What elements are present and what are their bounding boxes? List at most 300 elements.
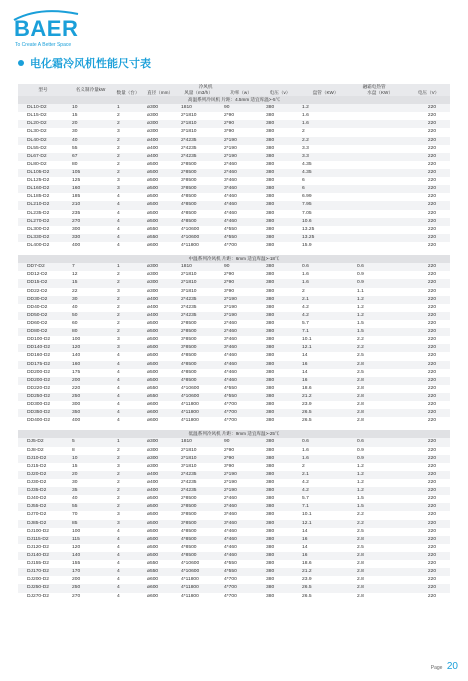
cell-tray-heat: 1.2 bbox=[353, 312, 407, 320]
cell-capacity: 30 bbox=[68, 296, 113, 304]
cell-voltage: 380 bbox=[262, 104, 298, 112]
cell-coil-heat: 21.2 bbox=[298, 393, 353, 401]
page-number bbox=[431, 656, 458, 674]
cell-tray-heat: 2.8 bbox=[357, 577, 364, 583]
cell-fan-diameter: ø500 bbox=[143, 552, 177, 560]
cell-air-flow: 2*1810 bbox=[181, 272, 197, 278]
cell-air-flow: 4*8500 bbox=[177, 536, 220, 544]
cell-power: 2*90 bbox=[224, 113, 235, 119]
table-row bbox=[18, 153, 450, 161]
cell-fan-count: 1 bbox=[113, 263, 143, 271]
cell-heat-voltage: 220 bbox=[407, 263, 450, 271]
cell-voltage: 380 bbox=[262, 169, 298, 177]
cell-heat-voltage: 220 bbox=[427, 544, 437, 550]
spec-table bbox=[18, 84, 450, 601]
cell-tray-heat: 2.8 bbox=[353, 361, 407, 369]
cell-fan-diameter: ø300 bbox=[147, 447, 159, 453]
cell-heat-voltage: 220 bbox=[427, 385, 437, 391]
cell-capacity: 80 bbox=[72, 161, 78, 167]
cell-capacity: 115 bbox=[68, 536, 113, 544]
cell-tray-heat: 2.8 bbox=[353, 393, 407, 401]
cell-power: 4*460 bbox=[224, 194, 237, 200]
cell-fan-diameter: ø550 bbox=[143, 393, 177, 401]
cell-coil-heat: 3.3 bbox=[298, 153, 353, 161]
cell-fan-diameter: ø500 bbox=[143, 185, 177, 193]
cell-tray-heat: 2.5 bbox=[357, 369, 364, 375]
cell-heat-voltage: 220 bbox=[407, 584, 450, 592]
cell-capacity: 125 bbox=[72, 178, 81, 184]
cell-capacity: 330 bbox=[68, 234, 113, 242]
cell-air-flow: 4*10600 bbox=[177, 393, 220, 401]
cell-tray-heat: 2.8 bbox=[353, 552, 407, 560]
cell-power: 2*190 bbox=[224, 145, 237, 151]
cell-fan-count: 2 bbox=[117, 320, 120, 326]
cell-power: 4*460 bbox=[224, 353, 237, 359]
cell-capacity: 400 bbox=[72, 242, 81, 248]
cell-coil-heat: 1.6 bbox=[298, 120, 353, 128]
table-row bbox=[18, 361, 450, 369]
cell-voltage: 380 bbox=[262, 536, 298, 544]
cell-fan-diameter: ø500 bbox=[143, 201, 177, 209]
cell-voltage: 380 bbox=[262, 455, 298, 463]
cell-tray-heat: 2.2 bbox=[357, 337, 364, 343]
header-model: 型号 bbox=[18, 84, 68, 96]
table-row bbox=[18, 447, 450, 455]
cell-fan-count: 2 bbox=[113, 137, 143, 145]
cell-tray-heat bbox=[353, 161, 407, 169]
cell-model: DJ100-D2 bbox=[27, 528, 50, 534]
cell-power: 4*550 bbox=[224, 226, 237, 232]
table-row bbox=[18, 263, 450, 271]
cell-model: DD400-D2 bbox=[27, 418, 51, 424]
cell-model: DJ155-D2 bbox=[27, 561, 50, 567]
cell-model: DD30-D2 bbox=[18, 296, 68, 304]
cell-capacity: 155 bbox=[72, 561, 81, 567]
header-heat-voltage: 电压（V） bbox=[407, 90, 450, 96]
cell-model: DJ20-D2 bbox=[18, 471, 68, 479]
cell-heat-voltage: 220 bbox=[407, 185, 450, 193]
cell-capacity: 220 bbox=[72, 385, 81, 391]
cell-power: 4*700 bbox=[224, 402, 237, 408]
header-heat-group: 融霜电热管 bbox=[298, 84, 450, 90]
cell-coil-heat: 14 bbox=[302, 528, 308, 534]
cell-tray-heat: 0.9 bbox=[353, 455, 407, 463]
cell-power: 4*550 bbox=[224, 561, 237, 567]
cell-heat-voltage: 220 bbox=[407, 201, 450, 209]
cell-fan-count: 4 bbox=[113, 201, 143, 209]
table-row bbox=[18, 344, 450, 352]
cell-voltage: 380 bbox=[266, 288, 275, 294]
cell-air-flow: 3*8500 bbox=[177, 185, 220, 193]
cell-heat-voltage: 220 bbox=[407, 137, 450, 145]
cell-fan-count: 4 bbox=[117, 353, 120, 359]
cell-voltage: 380 bbox=[262, 328, 298, 336]
cell-coil-heat: 26.5 bbox=[302, 593, 312, 599]
cell-heat-voltage: 220 bbox=[427, 304, 437, 310]
table-row bbox=[18, 210, 450, 218]
cell-power: 4*460 bbox=[220, 536, 262, 544]
cell-power: 3*460 bbox=[220, 185, 262, 193]
cell-model: DD175-D2 bbox=[18, 361, 68, 369]
cell-heat-voltage: 220 bbox=[427, 210, 437, 216]
cell-air-flow: 4*10600 bbox=[181, 226, 200, 232]
cell-heat-voltage: 220 bbox=[407, 104, 450, 112]
cell-voltage: 380 bbox=[266, 210, 275, 216]
cell-voltage: 380 bbox=[266, 353, 275, 359]
cell-fan-diameter: ø500 bbox=[143, 361, 177, 369]
cell-voltage: 380 bbox=[266, 577, 275, 583]
cell-model: DJ10-D2 bbox=[18, 455, 68, 463]
cell-fan-diameter: ø600 bbox=[147, 577, 159, 583]
cell-air-flow: 2*1810 bbox=[181, 113, 197, 119]
cell-capacity: 170 bbox=[68, 568, 113, 576]
cell-fan-count: 2 bbox=[117, 304, 120, 310]
table-row bbox=[18, 145, 450, 153]
cell-capacity: 175 bbox=[72, 369, 81, 375]
cell-model: DD15-D2 bbox=[18, 279, 68, 287]
cell-capacity: 20 bbox=[68, 471, 113, 479]
table-row bbox=[18, 104, 450, 112]
cell-fan-count: 4 bbox=[117, 593, 120, 599]
cell-fan-diameter: ø500 bbox=[147, 369, 159, 375]
cell-air-flow: 4*8500 bbox=[181, 194, 197, 200]
cell-voltage: 380 bbox=[266, 369, 275, 375]
cell-power: 2*460 bbox=[224, 496, 237, 502]
cell-air-flow: 3*8500 bbox=[177, 520, 220, 528]
cell-coil-heat: 2 bbox=[302, 463, 305, 469]
cell-voltage: 380 bbox=[266, 385, 275, 391]
cell-voltage: 380 bbox=[266, 512, 275, 518]
cell-coil-heat: 18.6 bbox=[302, 385, 312, 391]
header-fan-diameter: 直径（mm） bbox=[143, 90, 177, 96]
cell-fan-count: 2 bbox=[113, 169, 143, 177]
cell-voltage: 380 bbox=[266, 447, 275, 453]
table-row bbox=[18, 120, 450, 128]
table-row bbox=[18, 479, 450, 487]
cell-tray-heat bbox=[353, 120, 407, 128]
cell-coil-heat: 1.6 bbox=[302, 272, 309, 278]
cell-heat-voltage: 220 bbox=[407, 153, 450, 161]
cell-heat-voltage: 220 bbox=[407, 455, 450, 463]
cell-fan-diameter: ø600 bbox=[143, 409, 177, 417]
cell-fan-diameter: ø300 bbox=[143, 263, 177, 271]
cell-fan-count: 4 bbox=[117, 418, 120, 424]
cell-capacity: 270 bbox=[68, 218, 113, 226]
header-power: 功率（w） bbox=[220, 90, 262, 96]
cell-heat-voltage: 220 bbox=[427, 242, 437, 248]
bullet-icon bbox=[18, 60, 24, 66]
cell-heat-voltage: 220 bbox=[427, 145, 437, 151]
cell-air-flow: 4*11800 bbox=[181, 577, 199, 583]
cell-tray-heat: 2.5 bbox=[357, 528, 364, 534]
cell-heat-voltage: 220 bbox=[427, 272, 437, 278]
cell-capacity: 160 bbox=[68, 361, 113, 369]
cell-heat-voltage: 220 bbox=[407, 568, 450, 576]
cell-air-flow: 4*11800 bbox=[177, 409, 220, 417]
cell-power: 4*460 bbox=[220, 361, 262, 369]
cell-voltage: 380 bbox=[266, 337, 275, 343]
cell-air-flow: 4*10600 bbox=[177, 234, 220, 242]
cell-capacity: 5 bbox=[68, 438, 113, 446]
cell-voltage: 380 bbox=[266, 528, 275, 534]
table-row bbox=[18, 234, 450, 242]
cell-capacity: 200 bbox=[68, 377, 113, 385]
cell-fan-count: 2 bbox=[113, 487, 143, 495]
cell-fan-count: 3 bbox=[113, 344, 143, 352]
cell-fan-diameter: ø300 bbox=[143, 279, 177, 287]
cell-tray-heat: 2.2 bbox=[353, 344, 407, 352]
cell-heat-voltage: 220 bbox=[427, 369, 437, 375]
cell-voltage: 380 bbox=[262, 361, 298, 369]
cell-fan-count: 3 bbox=[117, 512, 120, 518]
cell-fan-count: 3 bbox=[117, 337, 120, 343]
cell-model: DL160-D2 bbox=[18, 185, 68, 193]
cell-coil-heat: 10.6 bbox=[298, 218, 353, 226]
cell-fan-diameter: ø300 bbox=[147, 129, 159, 135]
cell-voltage: 380 bbox=[266, 272, 275, 278]
cell-air-flow: 2*1810 bbox=[177, 455, 220, 463]
cell-power: 3*460 bbox=[220, 344, 262, 352]
cell-heat-voltage: 220 bbox=[427, 353, 437, 359]
cell-fan-count: 4 bbox=[117, 544, 120, 550]
cell-capacity: 67 bbox=[68, 153, 113, 161]
cell-fan-count: 4 bbox=[113, 409, 143, 417]
table-row bbox=[18, 487, 450, 495]
cell-model: DJ200-D2 bbox=[27, 577, 50, 583]
cell-model: DD200-D2 bbox=[27, 369, 51, 375]
cell-fan-diameter: ø500 bbox=[143, 218, 177, 226]
cell-power: 4*460 bbox=[224, 210, 237, 216]
cell-coil-heat: 5.7 bbox=[302, 496, 309, 502]
cell-tray-heat: 2.8 bbox=[353, 536, 407, 544]
logo-text: BAER bbox=[14, 16, 79, 41]
cell-coil-heat: 26.5 bbox=[302, 418, 312, 424]
cell-coil-heat: 7.1 bbox=[298, 328, 353, 336]
cell-fan-diameter: ø400 bbox=[147, 304, 159, 310]
header-capacity: 名义制冷量kW bbox=[68, 84, 113, 96]
cell-voltage: 380 bbox=[266, 129, 275, 135]
cell-tray-heat: 0.6 bbox=[353, 438, 407, 446]
cell-air-flow: 2*1810 bbox=[177, 279, 220, 287]
cell-heat-voltage: 220 bbox=[407, 312, 450, 320]
table-row bbox=[18, 576, 450, 584]
table-row bbox=[18, 385, 450, 393]
cell-coil-heat: 13.25 bbox=[298, 234, 353, 242]
cell-capacity: 80 bbox=[68, 328, 113, 336]
table-row bbox=[18, 568, 450, 576]
cell-capacity: 185 bbox=[72, 194, 81, 200]
cell-fan-diameter: ø400 bbox=[143, 137, 177, 145]
cell-power: 4*700 bbox=[220, 584, 262, 592]
cell-model: DL30-D2 bbox=[27, 129, 47, 135]
cell-capacity: 55 bbox=[68, 503, 113, 511]
cell-tray-heat: 1.5 bbox=[353, 503, 407, 511]
cell-voltage: 380 bbox=[262, 487, 298, 495]
cell-power: 2*190 bbox=[220, 153, 262, 161]
cell-heat-voltage: 220 bbox=[427, 288, 437, 294]
page-label: Page bbox=[430, 665, 443, 671]
table-row bbox=[18, 409, 450, 417]
cell-capacity: 160 bbox=[68, 185, 113, 193]
cell-tray-heat: 0.9 bbox=[353, 279, 407, 287]
cell-heat-voltage: 220 bbox=[427, 129, 437, 135]
cell-fan-diameter: ø500 bbox=[147, 544, 159, 550]
cell-model: DD220-D2 bbox=[27, 385, 51, 391]
cell-heat-voltage: 220 bbox=[407, 552, 450, 560]
cell-fan-diameter: ø600 bbox=[147, 418, 159, 424]
cell-power: 2*190 bbox=[224, 480, 237, 486]
cell-model: DL67-D2 bbox=[18, 153, 68, 161]
cell-heat-voltage: 220 bbox=[407, 120, 450, 128]
cell-power: 2*460 bbox=[220, 169, 262, 177]
cell-air-flow: 2*4235 bbox=[181, 304, 197, 310]
table-row bbox=[18, 593, 450, 601]
cell-capacity: 35 bbox=[68, 487, 113, 495]
cell-coil-heat: 4.35 bbox=[302, 161, 312, 167]
cell-fan-count: 3 bbox=[117, 288, 120, 294]
cell-power: 4*700 bbox=[224, 593, 237, 599]
table-row bbox=[18, 520, 450, 528]
section-title: 中温系列冷风机 片距：6mm 适宜库温>-18℃ bbox=[18, 255, 450, 263]
cell-voltage: 380 bbox=[262, 438, 298, 446]
cell-fan-count: 2 bbox=[113, 153, 143, 161]
cell-model: DJ250-D2 bbox=[18, 584, 68, 592]
cell-heat-voltage: 220 bbox=[407, 536, 450, 544]
cell-fan-diameter: ø550 bbox=[147, 561, 159, 567]
cell-tray-heat: 2.5 bbox=[357, 353, 364, 359]
table-row bbox=[18, 528, 450, 536]
cell-power: 4*700 bbox=[224, 242, 237, 248]
cell-coil-heat: 18.6 bbox=[302, 561, 312, 567]
cell-air-flow: 2*8500 bbox=[177, 328, 220, 336]
cell-capacity: 210 bbox=[68, 201, 113, 209]
cell-tray-heat bbox=[353, 242, 407, 250]
cell-voltage: 380 bbox=[262, 234, 298, 242]
cell-fan-count: 2 bbox=[117, 447, 120, 453]
cell-coil-heat: 1.2 bbox=[298, 104, 353, 112]
table-row bbox=[18, 177, 450, 185]
cell-model: DD350-D2 bbox=[18, 409, 68, 417]
cell-voltage: 380 bbox=[266, 463, 275, 469]
cell-power: 2*190 bbox=[220, 487, 262, 495]
cell-fan-diameter: ø400 bbox=[147, 145, 159, 151]
cell-fan-diameter: ø500 bbox=[147, 337, 159, 343]
cell-air-flow: 4*8500 bbox=[177, 201, 220, 209]
cell-voltage: 380 bbox=[266, 161, 275, 167]
table-row bbox=[18, 193, 450, 201]
cell-air-flow: 3*1810 bbox=[181, 288, 197, 294]
logo-tagline: To Create A Better Space bbox=[15, 42, 72, 48]
cell-model: DJ120-D2 bbox=[27, 544, 50, 550]
section-heading bbox=[18, 56, 151, 70]
cell-tray-heat bbox=[353, 153, 407, 161]
cell-model: DJ270-D2 bbox=[27, 593, 50, 599]
cell-power: 4*550 bbox=[220, 234, 262, 242]
table-row bbox=[18, 320, 450, 328]
cell-fan-diameter: ø400 bbox=[143, 153, 177, 161]
cell-fan-count: 4 bbox=[117, 385, 120, 391]
table-row bbox=[18, 288, 450, 296]
cell-tray-heat: 1.2 bbox=[353, 471, 407, 479]
cell-heat-voltage: 220 bbox=[427, 320, 437, 326]
table-row bbox=[18, 401, 450, 409]
table-row bbox=[18, 455, 450, 463]
cell-air-flow: 2*4235 bbox=[177, 312, 220, 320]
cell-coil-heat: 3.3 bbox=[302, 145, 309, 151]
cell-air-flow: 2*8500 bbox=[181, 496, 197, 502]
cell-power: 2*190 bbox=[220, 296, 262, 304]
cell-capacity: 200 bbox=[72, 577, 81, 583]
cell-fan-count: 2 bbox=[113, 279, 143, 287]
header-fan-group: 冷风机 bbox=[113, 84, 298, 90]
cell-tray-heat bbox=[353, 210, 407, 218]
cell-model: DD7-D2 bbox=[18, 263, 68, 271]
cell-fan-count: 2 bbox=[113, 455, 143, 463]
cell-power: 4*700 bbox=[224, 418, 237, 424]
cell-fan-count: 4 bbox=[117, 242, 120, 248]
cell-fan-diameter: ø400 bbox=[143, 487, 177, 495]
table-row bbox=[18, 495, 450, 503]
cell-voltage: 380 bbox=[266, 145, 275, 151]
table-row bbox=[18, 185, 450, 193]
cell-voltage: 380 bbox=[262, 393, 298, 401]
cell-coil-heat: 26.5 bbox=[298, 409, 353, 417]
cell-voltage: 380 bbox=[262, 153, 298, 161]
cell-coil-heat: 21.2 bbox=[298, 568, 353, 576]
cell-coil-heat: 14 bbox=[302, 353, 308, 359]
cell-model: DD60-D2 bbox=[27, 320, 48, 326]
cell-tray-heat: 2.8 bbox=[357, 561, 364, 567]
cell-fan-count: 4 bbox=[117, 226, 120, 232]
table-row bbox=[18, 271, 450, 279]
cell-fan-diameter: ø500 bbox=[147, 528, 159, 534]
cell-voltage: 380 bbox=[266, 480, 275, 486]
cell-tray-heat: 0.6 bbox=[353, 263, 407, 271]
table-row bbox=[18, 169, 450, 177]
cell-model: DL270-D2 bbox=[18, 218, 68, 226]
cell-fan-diameter: ø300 bbox=[143, 120, 177, 128]
table-row bbox=[18, 393, 450, 401]
cell-fan-diameter: ø300 bbox=[143, 455, 177, 463]
cell-capacity: 40 bbox=[68, 137, 113, 145]
cell-coil-heat: 0.6 bbox=[298, 438, 353, 446]
table-row bbox=[18, 279, 450, 287]
cell-model: DD250-D2 bbox=[18, 393, 68, 401]
cell-air-flow: 4*8500 bbox=[181, 528, 197, 534]
cell-tray-heat: 2.8 bbox=[353, 377, 407, 385]
cell-air-flow: 4*11800 bbox=[181, 242, 199, 248]
cell-capacity: 50 bbox=[68, 312, 113, 320]
cell-power: 3*460 bbox=[224, 512, 237, 518]
cell-fan-diameter: ø550 bbox=[147, 385, 159, 391]
cell-air-flow: 2*1810 bbox=[177, 120, 220, 128]
cell-voltage: 380 bbox=[262, 409, 298, 417]
cell-model: DJ140-D2 bbox=[18, 552, 68, 560]
cell-air-flow: 4*8500 bbox=[177, 377, 220, 385]
cell-fan-count: 2 bbox=[113, 296, 143, 304]
cell-coil-heat: 1.6 bbox=[298, 455, 353, 463]
cell-power: 2*90 bbox=[224, 447, 235, 453]
table-row bbox=[18, 471, 450, 479]
cell-power: 2*90 bbox=[220, 455, 262, 463]
cell-tray-heat: 1.5 bbox=[353, 328, 407, 336]
cell-tray-heat: 1.2 bbox=[357, 463, 364, 469]
cell-capacity: 350 bbox=[68, 409, 113, 417]
cell-voltage: 380 bbox=[262, 344, 298, 352]
cell-air-flow: 2*4235 bbox=[181, 145, 197, 151]
cell-fan-diameter: ø300 bbox=[147, 113, 159, 119]
cell-power: 2*90 bbox=[220, 120, 262, 128]
